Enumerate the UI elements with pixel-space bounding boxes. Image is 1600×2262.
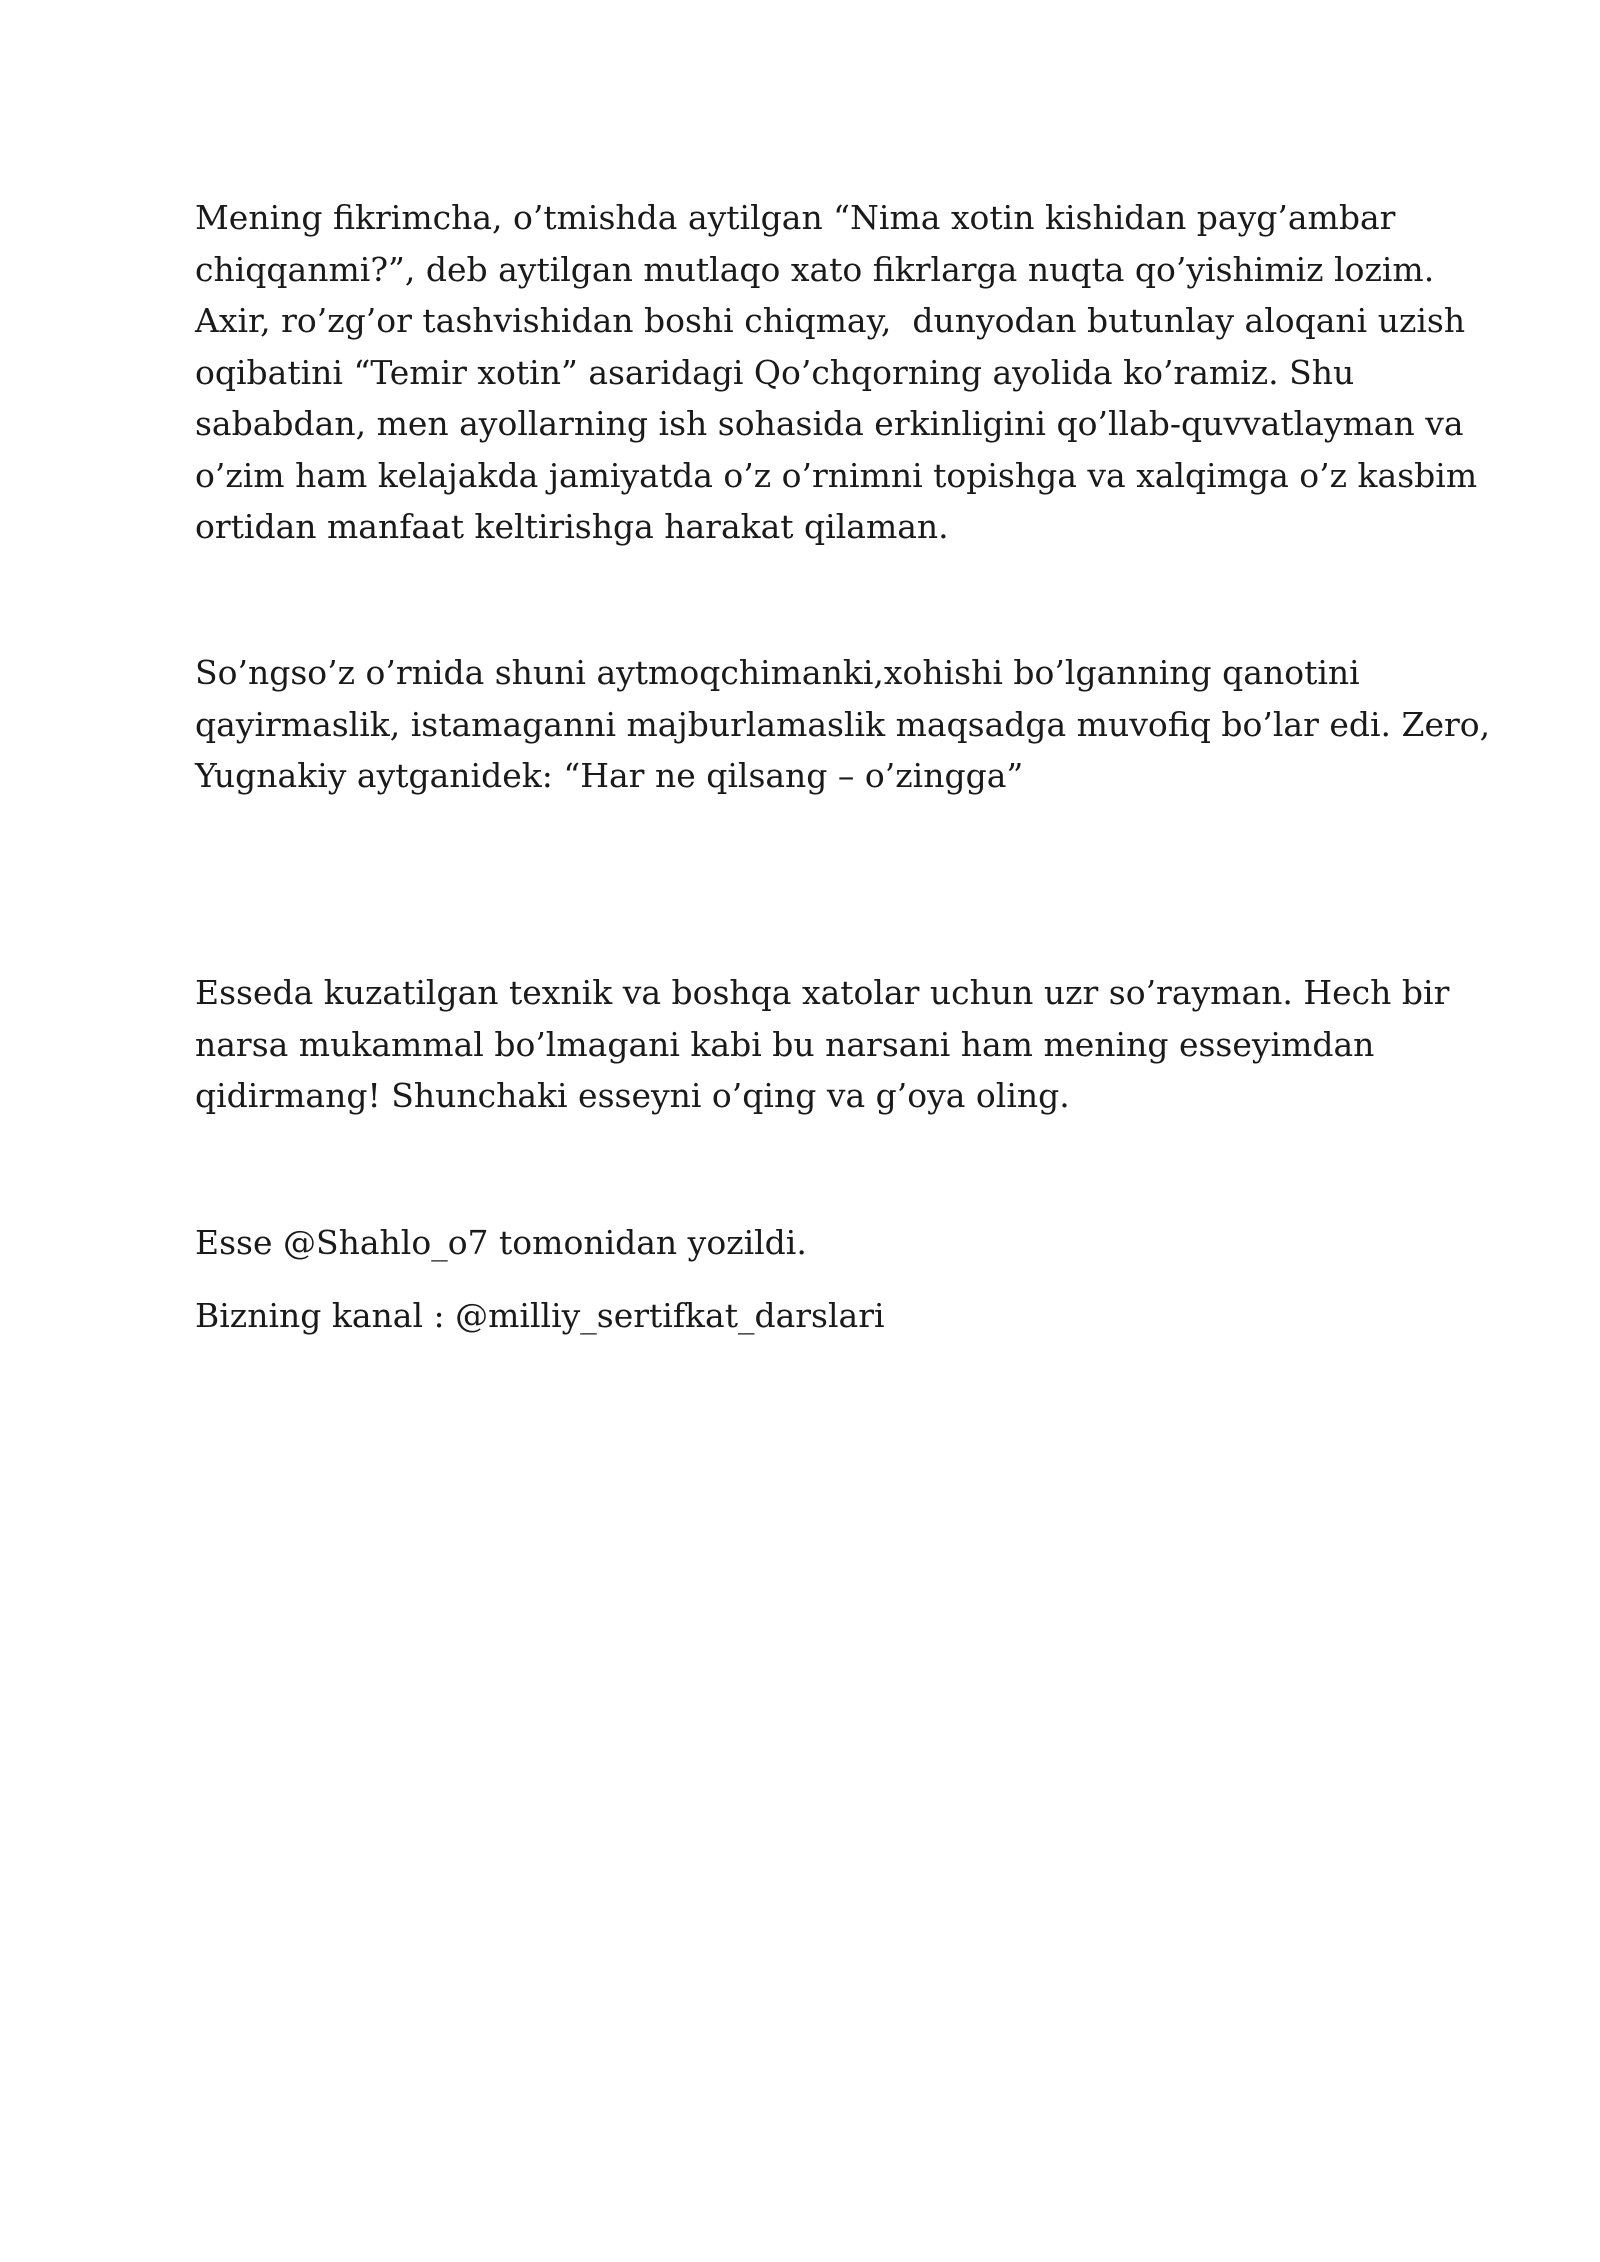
- author-line: [195, 1217, 1425, 1269]
- paragraph-conclusion-opinion: [195, 192, 1478, 553]
- channel-line: [195, 1290, 1425, 1342]
- text-line: qidirmang! Shunchaki esseyni o’qing va g’oya oling.: [195, 1076, 1070, 1115]
- text-line: sababdan, men ayollarning ish sohasida erkinligini qo’llab-quvvatlayman va: [195, 404, 1464, 443]
- channel-text: Bizning kanal : @milliy_sertifkat_darslari: [195, 1296, 885, 1335]
- text-line: Yugnakiy aytganidek: “Har ne qilsang – o’zingga”: [195, 756, 1024, 795]
- text-line: qayirmaslik, istamaganni majburlamaslik maqsadga muvofiq bo’lar edi. Zero,: [195, 704, 1491, 744]
- text-line: oqibatini “Temir xotin” asaridagi Qo’chqorning ayolida ko’ramiz. Shu: [195, 352, 1355, 392]
- text-line: chiqqanmi?”, deb aytilgan mutlaqo xato fikrlarga nuqta qo’yishimiz lozim.: [195, 249, 1435, 289]
- paragraph-final-word: [195, 647, 1491, 802]
- text-line: Mening fikrimcha, o’tmishda aytilgan “Nima xotin kishidan payg’ambar: [195, 198, 1396, 237]
- text-line: Esseda kuzatilgan texnik va boshqa xatolar uchun uzr so’rayman. Hech bir: [195, 973, 1450, 1012]
- paragraph-apology: [195, 967, 1450, 1122]
- text-line: Axir, ro’zg’or tashvishidan boshi chiqmay, dunyodan butunlay aloqani uzish: [195, 301, 1466, 340]
- text-line: ortidan manfaat keltirishga harakat qilaman.: [195, 507, 949, 546]
- text-line: o’zim ham kelajakda jamiyatda o’z o’rnimni topishga va xalqimga o’z kasbim: [195, 455, 1478, 495]
- author-text: Esse @Shahlo_o7 tomonidan yozildi.: [195, 1223, 807, 1262]
- text-line: So’ngso’z o’rnida shuni aytmoqchimanki,xohishi bo’lganning qanotini: [195, 653, 1360, 692]
- text-line: narsa mukammal bo’lmagani kabi bu narsani ham mening esseyimdan: [195, 1024, 1375, 1064]
